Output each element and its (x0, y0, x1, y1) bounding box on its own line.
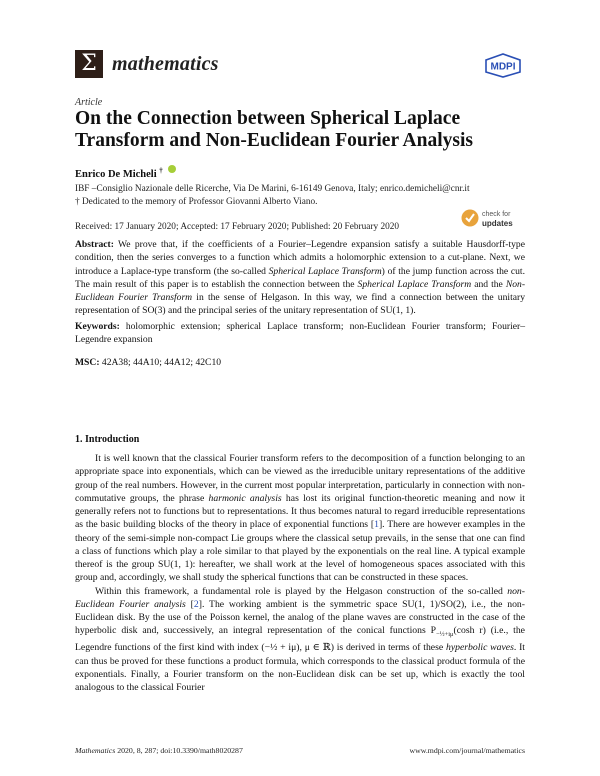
keywords-label: Keywords: (75, 321, 120, 332)
p2-text-c: ]. The working ambient is the symmetric space SU(1, 1)/SO(2), i.e., the non-Euclidean disk. By the use of the Poisson kernel, the analog of the plane waves are constructed in the case of the hyperbolic disk and, successively, an integral representation of the conical functions P (75, 598, 525, 637)
msc-codes (75, 357, 221, 368)
author-name: Enrico De Micheli (75, 169, 157, 180)
footer-url[interactable]: www.mdpi.com/journal/mathematics (409, 746, 525, 755)
check-updates-line1: check for (482, 211, 511, 218)
keywords-text: holomorphic extension; spherical Laplace transform; non-Euclidean Fourier transform; Fourier–Legendre expansion (75, 321, 525, 346)
msc-label: MSC: (75, 357, 100, 368)
check-for-updates-badge[interactable] (460, 206, 524, 236)
abstract-emphasis-1: Spherical Laplace Transform (268, 265, 382, 277)
footer-citation-rest: 2020, 8, 287; doi:10.3390/math8020287 (115, 746, 243, 755)
check-updates-line2: updates (482, 219, 513, 228)
author-mark: † (159, 166, 163, 175)
p2-emphasis-1: non-Euclidean Fourier analysis (75, 585, 525, 610)
p1-emphasis: harmonic analysis (208, 492, 282, 504)
p1-text-a: It is well known that the classical Fourier transform refers to the decomposition of a function belonging to an appropriate space into exponentials, which can be viewed as the irreducible unitary representations of the additive group of the real numbers. However, in the current most popular interpretation, particularly in connection with non-commutative groups, the phrase (75, 453, 525, 504)
p2-text-a: Within this framework, a fundamental role is played by the Helgason construction of the so-called (95, 585, 508, 597)
mdpi-logo-icon (482, 52, 524, 78)
article-type: Article (75, 97, 103, 108)
abstract-text-4: in the sense of Helgason. In this way, we find a connection between the unitary representation of SO(3) and the principal series of the unitary representation of SU(1, 1). (75, 292, 525, 317)
footer-journal: Mathematics (75, 746, 116, 755)
section-body (75, 452, 525, 694)
p2-subscript: −½+iμ (436, 631, 454, 639)
mdpi-logo-text: MDPI (490, 61, 516, 73)
abstract-emphasis-3: Non-Euclidean Fourier Transform (75, 278, 526, 304)
abstract-emphasis-2: Spherical Laplace Transform (357, 278, 472, 290)
abstract-text-2: ) of the jump function across the cut. The main result of this paper is to establish the connection between the (75, 265, 525, 290)
abstract-label: Abstract: (75, 239, 114, 250)
msc-text: 42A38; 44A10; 44A12; 42C10 (99, 357, 222, 368)
journal-name: mathematics (112, 53, 219, 75)
author-line (75, 165, 176, 180)
citation-link-2[interactable]: 2 (193, 598, 199, 610)
p2-text-b: [ (185, 598, 194, 610)
keywords (75, 320, 525, 347)
affiliation: IBF –Consiglio Nazionale delle Ricerche, Via De Marini, 6-16149 Genova, Italy; enrico.demicheli@cnr.it (75, 184, 470, 194)
p1-text-b: has lost its original function-theoretic meaning and now it generally refers not to functions but to representations. It thus becomes natural to regard irreducible representations as the basic building blocks of the theory in place of exponential functions [ (75, 492, 525, 531)
dedication: † Dedicated to the memory of Professor Giovanni Alberto Viano. (75, 197, 318, 207)
p1-text-c: ]. There are however examples in the theory of the semi-simple non-compact Lie groups where the classical setup prevails, in the sense that one can find a class of functions which play a role similar to that played by the exponentials on the real line. A typical example thereof is the group SU(1, 1): hereafter, we shall work at the level of homogeneous spaces associated with this group and, accordingly, we shall study the spherical functions that can be constructed in these spaces. (75, 519, 525, 584)
p2-text-e: . It can thus be proved for these functions a product formula, which corresponds to the classical product formula of the exponentials. Finally, a Fourier transform on the non-Euclidean disk can be set up, which is exactly the tool analogous to the classical Fourier (75, 642, 525, 694)
citation-link-1[interactable]: 1 (374, 519, 379, 531)
section-heading: 1. Introduction (75, 434, 140, 445)
paragraph-2 (75, 585, 525, 695)
orcid-icon[interactable] (168, 165, 176, 173)
p2-emphasis-2: hyperbolic waves (445, 642, 514, 654)
footer-citation (75, 746, 243, 755)
paragraph-1 (75, 452, 525, 585)
abstract-text-1: We prove that, if the coefficients of a Fourier–Legendre expansion satisfy a suitable Hausdorff-type condition, then the series converges to a function which admits a holomorphic extension to a cut-plane. Next, we introduce a Laplace-type transform (the so-called (75, 239, 525, 277)
p2-text-d: (cosh r) (i.e., the Legendre functions of the first kind with index (−½ + iμ), μ ∈ ℝ) is derived in terms of these (75, 625, 525, 654)
article-title: On the Connection between Spherical Laplace Transform and Non-Euclidean Fourier Analysis (75, 108, 473, 151)
abstract (75, 238, 525, 318)
dates: Received: 17 January 2020; Accepted: 17 February 2020; Published: 20 February 2020 (75, 222, 400, 232)
abstract-text-3: and the (471, 278, 506, 290)
journal-logo-icon: Σ (75, 50, 103, 78)
